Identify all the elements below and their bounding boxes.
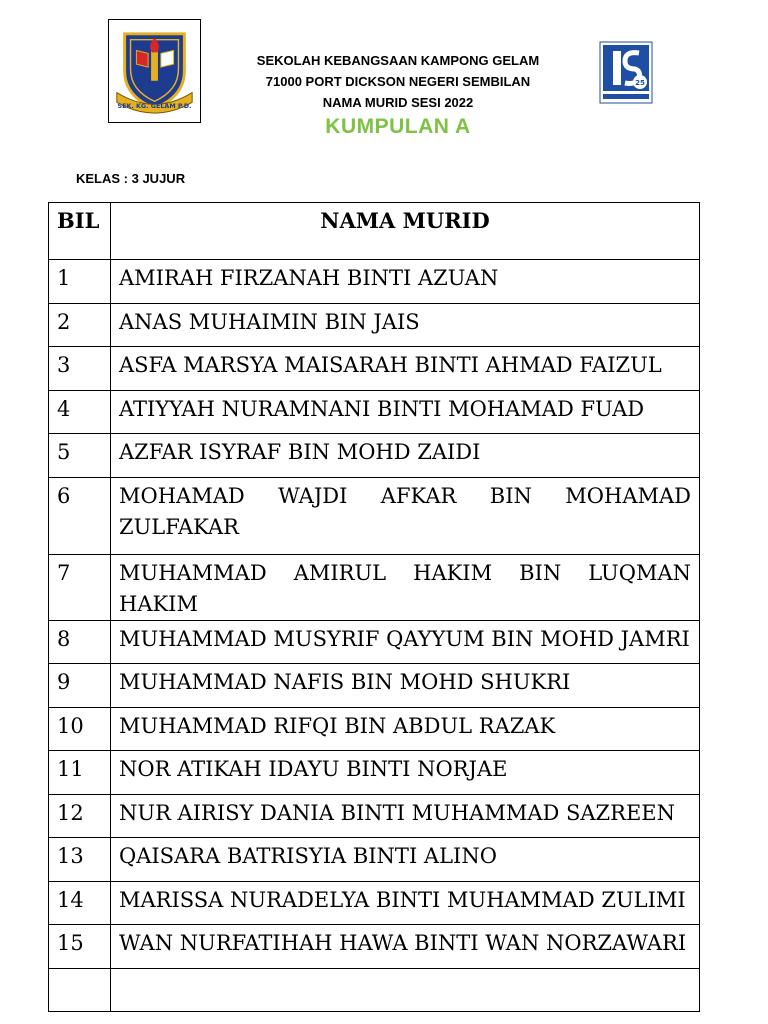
session-title: NAMA MURID SESI 2022 [322,95,474,110]
row-number: 15 [49,925,111,969]
table-row [49,664,700,708]
student-name: MUHAMMAD RIFQI BIN ABDUL RAZAK [111,707,700,751]
row-number: 3 [49,347,111,391]
student-name: MOHAMAD WAJDI AFKAR BIN MOHAMAD ZULFAKAR [111,477,700,554]
group-title: KUMPULAN A [325,115,471,138]
student-name: MUHAMMAD AMIRUL HAKIM BIN LUQMAN HAKIM [111,554,700,620]
school-crest-icon [108,19,201,123]
school-address: 71000 PORT DICKSON NEGERI SEMBILAN [265,74,531,89]
column-header-name: NAMA MURID [111,203,700,260]
row-number: 12 [49,794,111,838]
student-table [48,202,700,1012]
row-number: 6 [49,477,111,554]
table-row [49,881,700,925]
student-name: QAISARA BATRISYIA BINTI ALINO [111,838,700,882]
table-row [49,434,700,478]
student-name: ANAS MUHAIMIN BIN JAIS [111,303,700,347]
row-number: 1 [49,260,111,304]
table-row [49,925,700,969]
student-name: MUHAMMAD NAFIS BIN MOHD SHUKRI [111,664,700,708]
row-number: 10 [49,707,111,751]
table-row [49,390,700,434]
column-header-bil: BIL [49,203,111,260]
table-row [49,794,700,838]
school-header [200,50,596,113]
student-name: AZFAR ISYRAF BIN MOHD ZAIDI [111,434,700,478]
student-name: WAN NURFATIHAH HAWA BINTI WAN NORZAWARI [111,925,700,969]
table-row [49,707,700,751]
row-number: 4 [49,390,111,434]
table-body [49,260,700,1012]
row-number [49,968,111,1012]
student-name: NOR ATIKAH IDAYU BINTI NORJAE [111,751,700,795]
table-row [49,751,700,795]
row-number: 5 [49,434,111,478]
class-label: KELAS : 3 JUJUR [76,171,186,186]
student-name: MARISSA NURADELYA BINTI MUHAMMAD ZULIMI [111,881,700,925]
table-row [49,968,700,1012]
row-number: 13 [49,838,111,882]
row-number: 11 [49,751,111,795]
svg-text:25: 25 [635,79,645,87]
table-row [49,260,700,304]
table-row [49,477,700,554]
student-name [111,968,700,1012]
table-row [49,620,700,664]
table-row [49,303,700,347]
svg-text:SEK. KG. GELAM P.D.: SEK. KG. GELAM P.D. [117,103,192,111]
table-row [49,347,700,391]
row-number: 8 [49,620,111,664]
table-header-row [49,203,700,260]
student-name: ATIYYAH NURAMNANI BINTI MOHAMAD FUAD [111,390,700,434]
row-number: 14 [49,881,111,925]
student-name: ASFA MARSYA MAISARAH BINTI AHMAD FAIZUL [111,347,700,391]
student-name: NUR AIRISY DANIA BINTI MUHAMMAD SAZREEN [111,794,700,838]
row-number: 2 [49,303,111,347]
table-row [49,554,700,620]
ministry-badge-icon [599,41,653,104]
school-name: SEKOLAH KEBANGSAAN KAMPONG GELAM [256,53,540,68]
table-row [49,838,700,882]
row-number: 7 [49,554,111,620]
student-name: AMIRAH FIRZANAH BINTI AZUAN [111,260,700,304]
student-name: MUHAMMAD MUSYRIF QAYYUM BIN MOHD JAMRI [111,620,700,664]
row-number: 9 [49,664,111,708]
